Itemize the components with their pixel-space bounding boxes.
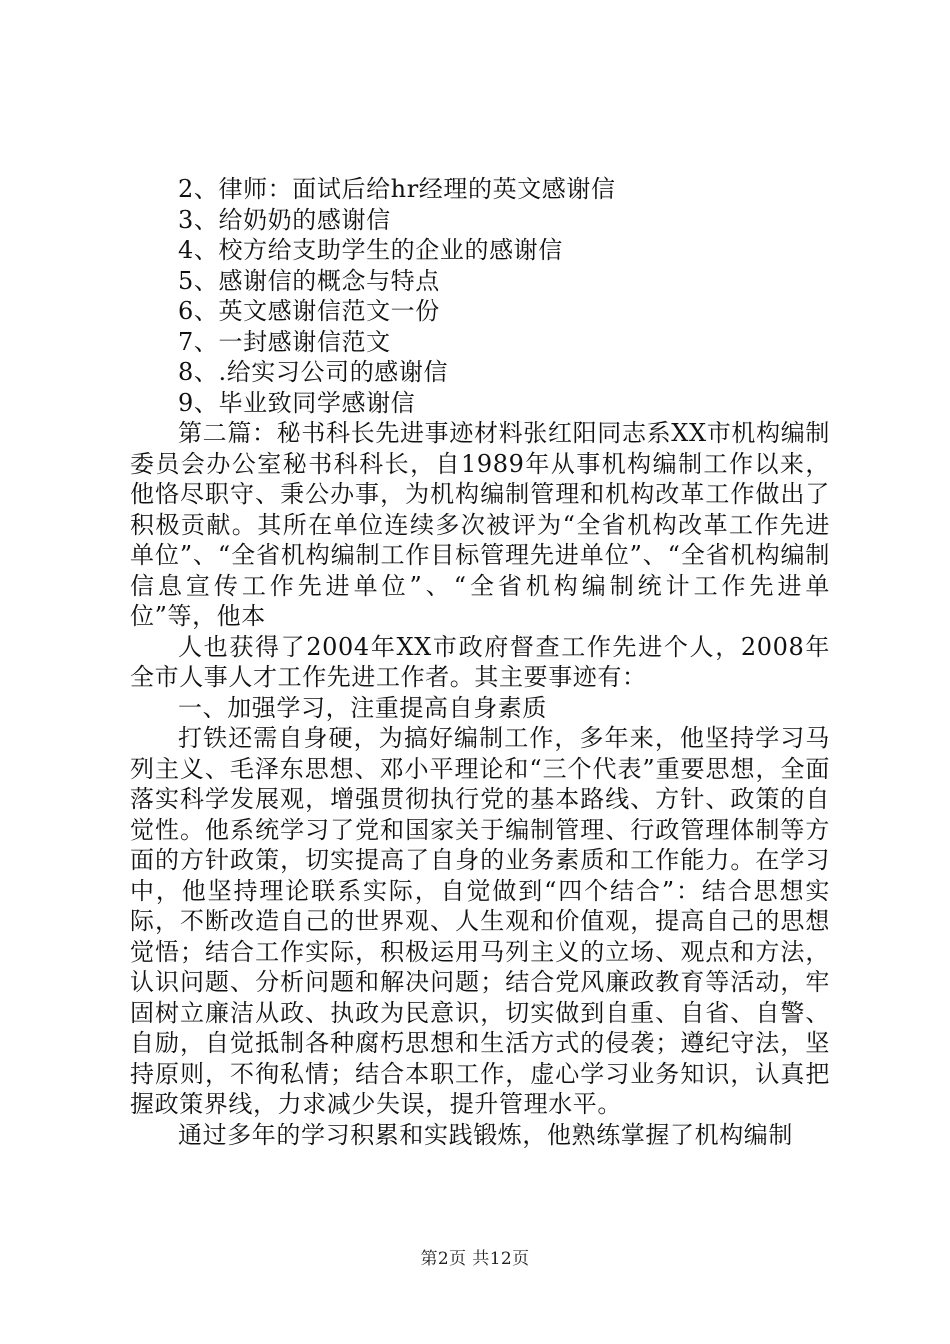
list-item: 8、.给实习公司的感谢信 — [178, 358, 449, 386]
paragraph-study: 打铁还需自身硬，为搞好编制工作，多年来，他坚持学习马列主义、毛泽东思想、邓小平理论和“三个代表”重要思想，全面落实科学发展观，增强贯彻执行党的基本路线、方针、政策的自觉性。他系统学习了党和国家关于编制管理、行政管理体制等方面的方针政策，切实提高了自身的业务素质和工作能力。在学习中，他坚持理论联系实际，自觉做到“四个结合”：结合思想实际，不断改造自己的世界观、人生观和价值观，提高自己的思想觉悟；结合工作实际，积极运用马列主义的立场、观点和方法，认识问题、分析问题和解决问题；结合党风廉政教育等活动，牢固树立廉洁从政、执政为民意识，切实做到自重、自省、自警、自励，自觉抵制各种腐朽思想和生活方式的侵袭；遵纪守法，坚持原则，不徇私情；结合本职工作，虚心学习业务知识，认真把握政策界线，力求减少失误，提升管理水平。 — [130, 724, 830, 1118]
paragraph-awards: 人也获得了2004年XX市政府督查工作先进个人，2008年全市人事人才工作先进工作者。其主要事迹有： — [130, 632, 830, 691]
list-item: 2、律师：面试后给hr经理的英文感谢信 — [178, 175, 616, 203]
document-body — [130, 174, 830, 1150]
paragraph-continuation: 通过多年的学习积累和实践锻炼，他熟练掌握了机构编制 — [178, 1120, 793, 1149]
paragraph-section-two-intro: 第二篇：秘书科长先进事迹材料张红阳同志系XX市机构编制委员会办公室秘书科科长，自1989年从事机构编制工作以来，他恪尽职守、秉公办事，为机构编制管理和机构改革工作做出了积极贡献。其所在单位连续多次被评为“全省机构改革工作先进单位”、“全省机构编制工作目标管理先进单位”、“全省机构编制信息宣传工作先进单位”、“全省机构编制统计工作先进单位”等，他本 — [130, 419, 830, 630]
list-item: 9、毕业致同学感谢信 — [178, 388, 416, 417]
section-heading: 一、加强学习，注重提高自身素质 — [178, 693, 547, 722]
list-item: 7、一封感谢信范文 — [178, 327, 391, 356]
list-item: 5、感谢信的概念与特点 — [178, 266, 440, 295]
list-item: 4、校方给支助学生的企业的感谢信 — [178, 236, 563, 264]
list-item: 6、英文感谢信范文一份 — [178, 297, 440, 325]
page-number-footer: 第2页 共12页 — [420, 1249, 530, 1269]
list-item: 3、给奶奶的感谢信 — [178, 205, 391, 234]
